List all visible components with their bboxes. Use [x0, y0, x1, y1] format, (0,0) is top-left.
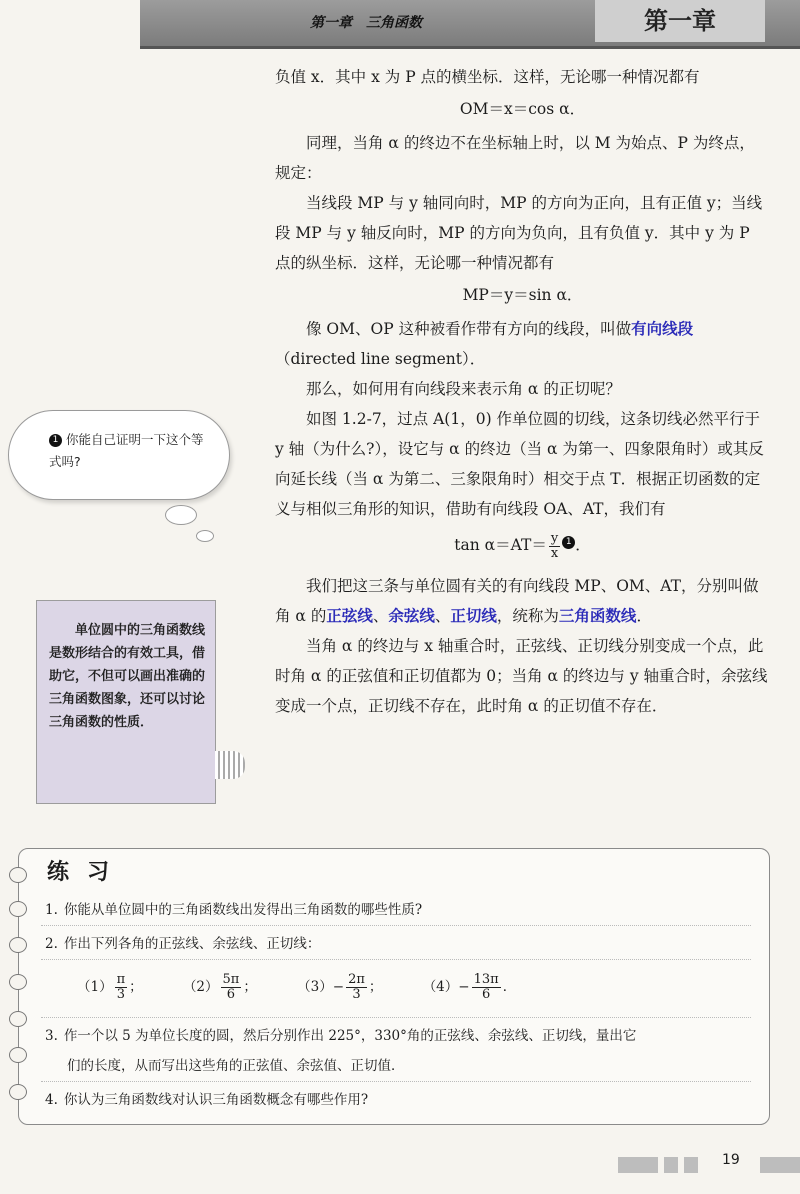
footer-bar: [684, 1157, 698, 1173]
term-cosine-line: 余弦线: [388, 606, 435, 625]
angle-denominator: 6: [482, 987, 491, 1002]
cloud-marker: 1: [49, 434, 62, 447]
paragraph-7-text: 我们把这三条与单位圆有关的有向线段 MP、OM、AT，分别叫做角 α 的: [275, 576, 759, 625]
angle-fraction: [115, 973, 128, 1002]
item-sign: −: [458, 979, 470, 995]
item-end: ；: [129, 979, 143, 995]
formula-tan-left: tan α＝AT＝: [454, 536, 547, 554]
paragraph-7-end: ．: [636, 606, 652, 625]
cloud-text: 你能自己证明一下这个等式吗?: [49, 432, 204, 469]
question-3-number: 3.: [45, 1028, 58, 1044]
paragraph-7-mid: ，统称为: [496, 606, 559, 625]
thought-cloud: [8, 410, 230, 500]
fraction-numerator: y: [550, 530, 559, 546]
question-4-number: 4.: [45, 1092, 58, 1108]
margin-note: [36, 600, 216, 804]
binder-ring: [9, 1011, 27, 1027]
question-1-number: 1.: [45, 902, 58, 918]
thought-bubble-large: [165, 505, 197, 525]
cloud-question: [49, 429, 209, 473]
separator-2: 、: [434, 606, 451, 625]
term-tangent-line: 正切线: [450, 606, 497, 625]
angle-item: [423, 967, 517, 1007]
term-trig-lines: 三角函数线: [558, 606, 637, 625]
binder-ring: [9, 867, 27, 883]
formula-tan-end: ．: [575, 536, 591, 554]
divider: [41, 925, 751, 926]
question-3-continued: [67, 1055, 405, 1077]
formula-om: OM＝x＝cos α．: [459, 100, 586, 118]
paragraph-3: 当线段 MP 与 y 轴同向时，MP 的方向为正向，且有正值 y；当线段 MP 与 y 轴反向时，MP 的方向为负向，且有负值 y．其中 y 为 P 点的纵坐标．这样，无论哪一种情况都有: [275, 194, 763, 272]
question-2-text: 作出下列各角的正弦线、余弦线、正切线：: [63, 936, 321, 952]
margin-note-text: 单位圆中的三角函数线是数形结合的有效工具，借助它，不但可以画出准确的三角函数图象，还可以讨论三角函数的性质．: [49, 623, 206, 730]
question-2: [45, 933, 320, 955]
paragraph-1: 负值 x．其中 x 为 P 点的横坐标．这样，无论哪一种情况都有: [275, 68, 700, 86]
angle-numerator: π: [116, 972, 126, 987]
item-label: （3）: [297, 979, 333, 995]
paragraph-4-text: 像 OM、OP 这种被看作带有方向的线段，叫做: [306, 320, 632, 338]
separator-1: 、: [372, 606, 389, 625]
angle-numerator: 5π: [222, 972, 240, 987]
running-title: 第一章 三角函数: [310, 15, 422, 31]
angle-numerator: 13π: [473, 972, 499, 987]
paragraph-7: [275, 571, 770, 631]
question-4: [45, 1089, 368, 1111]
paragraph-2: 同理，当角 α 的终边不在坐标轴上时，以 M 为始点、P 为终点，规定：: [275, 134, 755, 182]
paragraph-4-english: （directed line segment）．: [275, 350, 486, 368]
binder-ring: [9, 937, 27, 953]
footer-bar: [760, 1157, 800, 1173]
item-label: （4）: [422, 979, 459, 995]
exercise-title: 练习: [47, 860, 128, 885]
paragraph-8: 当角 α 的终边与 x 轴重合时，正弦线、正切线分别变成一个点，此时角 α 的正弦值和正切值都为 0；当角 α 的终边与 y 轴重合时，余弦线变成一个点，正切线不存在，此时角 α 的正切值不存在．: [275, 636, 768, 715]
term-directed-segment: 有向线段: [631, 320, 694, 338]
question-2-items: [77, 967, 552, 1007]
paragraph-6: 如图 1.2-7，过点 A(1，0) 作单位圆的切线，这条切线必然平行于 y 轴（为什么?），设它与 α 的终边（当 α 为第一、四象限角时）或其反向延长线（当 α 为第二、三象限角时）相交于点 T．根据正切函数的定义与相似三角形的知识，借助有向线段 OA、AT，我们有: [275, 410, 764, 518]
divider: [41, 959, 751, 960]
question-1-text: 你能从单位圆中的三角函数线出发得出三角函数的哪些性质?: [63, 902, 423, 918]
item-label: （2）: [182, 979, 219, 995]
divider: [41, 1081, 751, 1082]
term-sine-line: 正弦线: [326, 606, 373, 625]
item-sign: −: [332, 979, 345, 995]
question-2-number: 2.: [45, 936, 58, 952]
angle-numerator: 2π: [348, 972, 365, 987]
angle-denominator: 3: [352, 987, 361, 1002]
page-number: 19: [722, 1152, 740, 1168]
exercise-box: [18, 848, 770, 1125]
margin-note-tab: [215, 751, 245, 779]
item-end: ；: [368, 979, 383, 995]
footnote-marker: 1: [562, 536, 575, 549]
question-1: [45, 899, 422, 921]
chapter-label: 第一章: [595, 0, 765, 42]
paragraph-5: 那么，如何用有向线段来表示角 α 的正切呢？: [306, 380, 621, 398]
angle-fraction: [346, 973, 367, 1002]
formula-tan: [275, 530, 770, 561]
binder-ring: [9, 1047, 27, 1063]
binder-ring: [9, 901, 27, 917]
angle-denominator: 3: [116, 987, 125, 1002]
page-header: [140, 0, 800, 49]
binder-ring: [9, 1084, 27, 1100]
thought-bubble-small: [196, 530, 214, 542]
angle-item: [297, 967, 382, 1007]
angle-fraction: [221, 973, 242, 1002]
divider: [41, 1017, 751, 1018]
fraction-denominator: x: [550, 545, 559, 561]
angle-denominator: 6: [226, 987, 236, 1002]
angle-item: [77, 967, 143, 1007]
main-text: [275, 62, 770, 721]
footer-bar: [664, 1157, 678, 1173]
formula-mp: MP＝y＝sin α．: [462, 286, 583, 304]
question-4-text: 你认为三角函数线对认识三角函数概念有哪些作用?: [63, 1092, 369, 1108]
item-label: （1）: [77, 979, 113, 995]
binder-ring: [9, 974, 27, 990]
item-end: ；: [243, 979, 257, 995]
question-3-line-2: 们的长度，从而写出这些角的正弦值、余弦值、正切值．: [67, 1058, 405, 1074]
paragraph-4: [275, 314, 770, 374]
question-3-line-1: 作一个以 5 为单位长度的圆，然后分别作出 225°，330°角的正弦线、余弦线、正切线，量出它: [63, 1028, 637, 1044]
footer-bar: [618, 1157, 658, 1173]
fraction-y-over-x: [549, 532, 560, 561]
angle-fraction: [472, 973, 501, 1002]
item-end: ．: [502, 979, 517, 995]
angle-item: [183, 967, 257, 1007]
question-3: [45, 1025, 636, 1047]
